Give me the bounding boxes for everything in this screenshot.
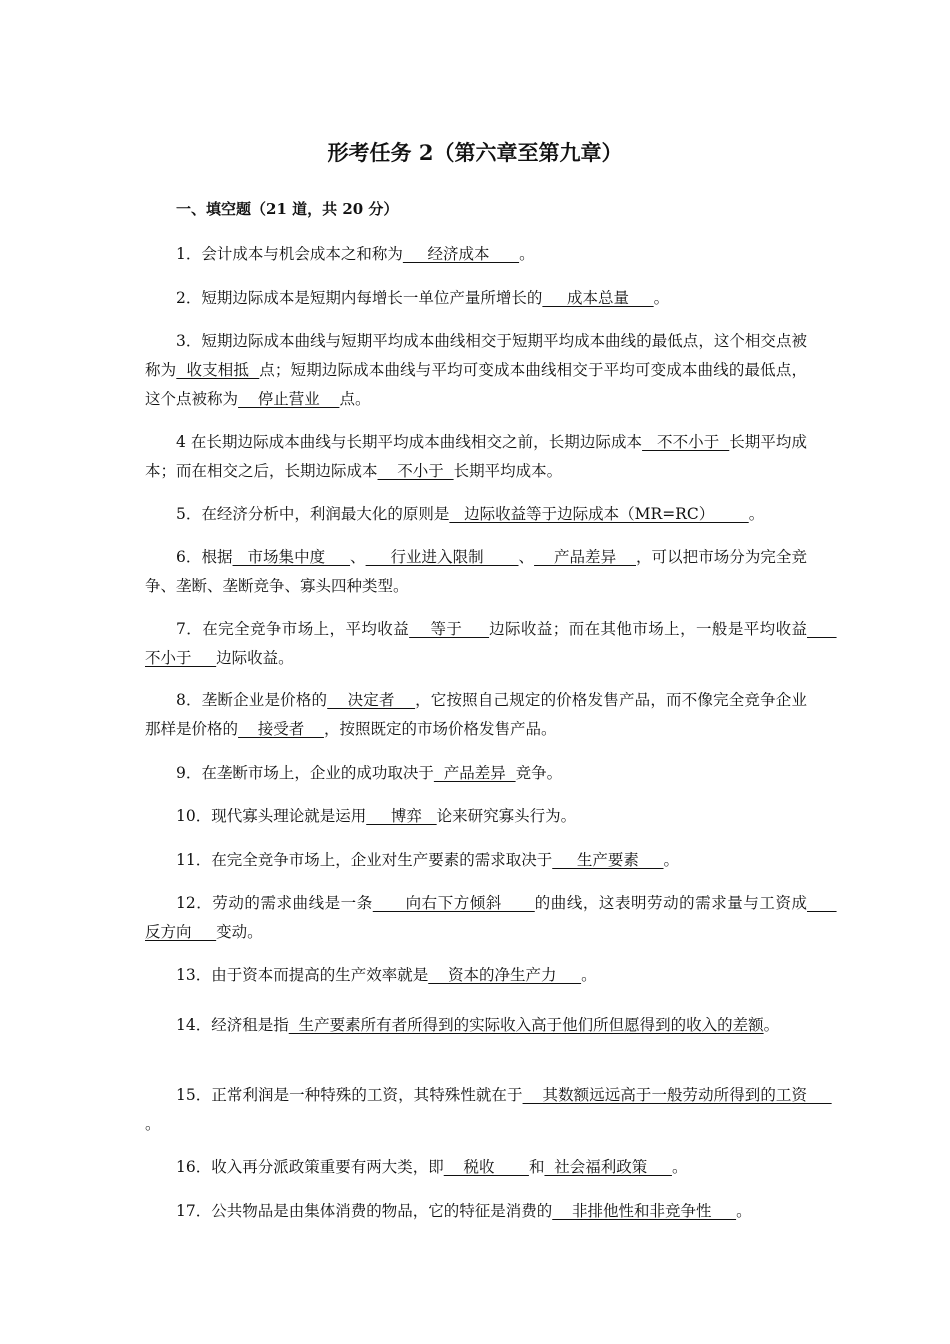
question-text: 8．垄断企业是价格的 — [176, 691, 328, 709]
question-2 — [145, 284, 807, 313]
question-12 — [145, 889, 837, 947]
answer-blank: 其数额远远高于一般劳动所得到的工资 — [522, 1086, 832, 1104]
question-text: 11．在完全竞争市场上，企业对生产要素的需求取决于 — [176, 851, 553, 869]
question-text: 、 — [350, 548, 366, 566]
question-text: 长期平均成本；而在相交之后，长期边际成本 — [145, 433, 807, 480]
answer-blank: 收支相抵 — [176, 361, 260, 379]
question-text: 3．短期边际成本曲线与短期平均成本曲线相交于短期平均成本曲线的最低点，这个相交点被称为 — [145, 332, 807, 379]
question-text: 7．在完全竞争市场上，平均收益 — [176, 620, 410, 638]
answer-blank: 等于 — [409, 620, 490, 638]
question-text: 4 在长期边际成本曲线与长期平均成本曲线相交之前，长期边际成本 — [176, 433, 643, 451]
question-text: 12．劳动的需求曲线是一条 — [176, 894, 373, 912]
answer-blank: 产品差异 — [534, 548, 637, 566]
question-text: 6．根据 — [176, 548, 233, 566]
question-text: 边际收益。 — [216, 649, 294, 667]
question-text: 16．收入再分派政策重要有两大类，即 — [176, 1158, 444, 1176]
answer-blank: 博弈 — [366, 807, 437, 825]
answer-blank: 产品差异 — [433, 764, 516, 782]
question-3 — [145, 327, 807, 414]
answer-blank: 不小于 — [145, 620, 837, 667]
question-text: 变动。 — [216, 923, 263, 941]
answer-blank: 不小于 — [377, 462, 454, 480]
question-text: 17．公共物品是由集体消费的物品，它的特征是消费的 — [176, 1202, 553, 1220]
section-heading: 一、填空题（21 道，共 20 分） — [176, 200, 399, 218]
question-5 — [145, 500, 807, 529]
question-text: 13．由于资本而提高的生产效率就是 — [176, 966, 429, 984]
question-15 — [145, 1081, 832, 1139]
question-text: 10．现代寡头理论就是运用 — [176, 807, 367, 825]
question-text: 论来研究寡头行为。 — [436, 807, 577, 825]
question-text: 。 — [748, 505, 765, 523]
question-text: 。 — [145, 1115, 161, 1133]
answer-blank: 决定者 — [327, 691, 416, 709]
question-7 — [145, 615, 837, 673]
question-1 — [145, 240, 807, 269]
question-text: 边际收益；而在其他市场上，一般是平均收益 — [489, 620, 807, 638]
question-text: 14．经济租是指 — [176, 1016, 289, 1034]
question-text: 。 — [519, 245, 535, 263]
question-17 — [145, 1197, 807, 1226]
question-text: 。 — [671, 1158, 688, 1176]
answer-blank: 边际收益等于边际成本（MR=RC） — [449, 505, 749, 523]
question-text: ，按照既定的市场价格发售产品。 — [323, 720, 557, 738]
answer-blank: 向右下方倾斜 — [372, 894, 535, 912]
answer-blank: 生产要素所有者所得到的实际收入高于他们所但愿得到的收入的差额 — [288, 1016, 764, 1034]
question-text: 。 — [581, 966, 597, 984]
question-text: ，可以把市场分为完全竞争、垄断、垄断竞争、寡头四种类型。 — [145, 548, 807, 595]
question-text: 。 — [653, 289, 670, 307]
question-text: 点。 — [339, 390, 371, 408]
question-9 — [145, 759, 807, 788]
answer-blank: 资本的净生产力 — [428, 966, 582, 984]
question-text: 2．短期边际成本是短期内每增长一单位产量所增长的 — [176, 289, 543, 307]
question-text: 点；短期边际成本曲线与平均可变成本曲线相交于平均可变成本曲线的最低点，这个点被称为 — [145, 361, 807, 408]
document-title: 形考任务 2（第六章至第九章） — [327, 140, 623, 165]
question-16 — [145, 1153, 807, 1182]
answer-blank: 反方向 — [145, 894, 837, 941]
answer-blank: 非排他性和非竞争性 — [552, 1202, 737, 1220]
question-text: 。 — [763, 1016, 780, 1034]
question-text: 竞争。 — [515, 764, 563, 782]
answer-blank: 接受者 — [238, 720, 324, 738]
question-13 — [145, 961, 807, 990]
question-4 — [145, 428, 807, 486]
question-10 — [145, 802, 807, 831]
answer-blank: 停止营业 — [238, 390, 340, 408]
question-11 — [145, 846, 807, 875]
answer-blank: 市场集中度 — [232, 548, 351, 566]
answer-blank: 社会福利政策 — [544, 1158, 672, 1176]
question-text: 长期平均成本。 — [453, 462, 563, 480]
answer-blank: 行业进入限制 — [365, 548, 519, 566]
question-text: 。 — [736, 1202, 752, 1220]
question-14 — [145, 1011, 807, 1040]
question-text: 5．在经济分析中，利润最大化的原则是 — [176, 505, 450, 523]
answer-blank: 成本总量 — [542, 289, 654, 307]
question-text: ，它按照自己规定的价格发售产品，而不像完全竞争企业那样是价格的 — [145, 691, 807, 738]
answer-blank: 税收 — [443, 1158, 529, 1176]
question-6 — [145, 543, 807, 601]
question-text: 、 — [518, 548, 535, 566]
question-8 — [145, 686, 807, 744]
question-text: 9．在垄断市场上，企业的成功取决于 — [176, 764, 434, 782]
question-text: 1．会计成本与机会成本之和称为 — [176, 245, 403, 263]
question-text: 的曲线，这表明劳动的需求量与工资成 — [534, 894, 807, 912]
answer-blank: 不不小于 — [642, 433, 730, 451]
question-text: 。 — [663, 851, 680, 869]
answer-blank: 经济成本 — [402, 245, 520, 263]
question-text: 和 — [528, 1158, 545, 1176]
question-text: 15．正常利润是一种特殊的工资，其特殊性就在于 — [176, 1086, 523, 1104]
answer-blank: 生产要素 — [552, 851, 664, 869]
